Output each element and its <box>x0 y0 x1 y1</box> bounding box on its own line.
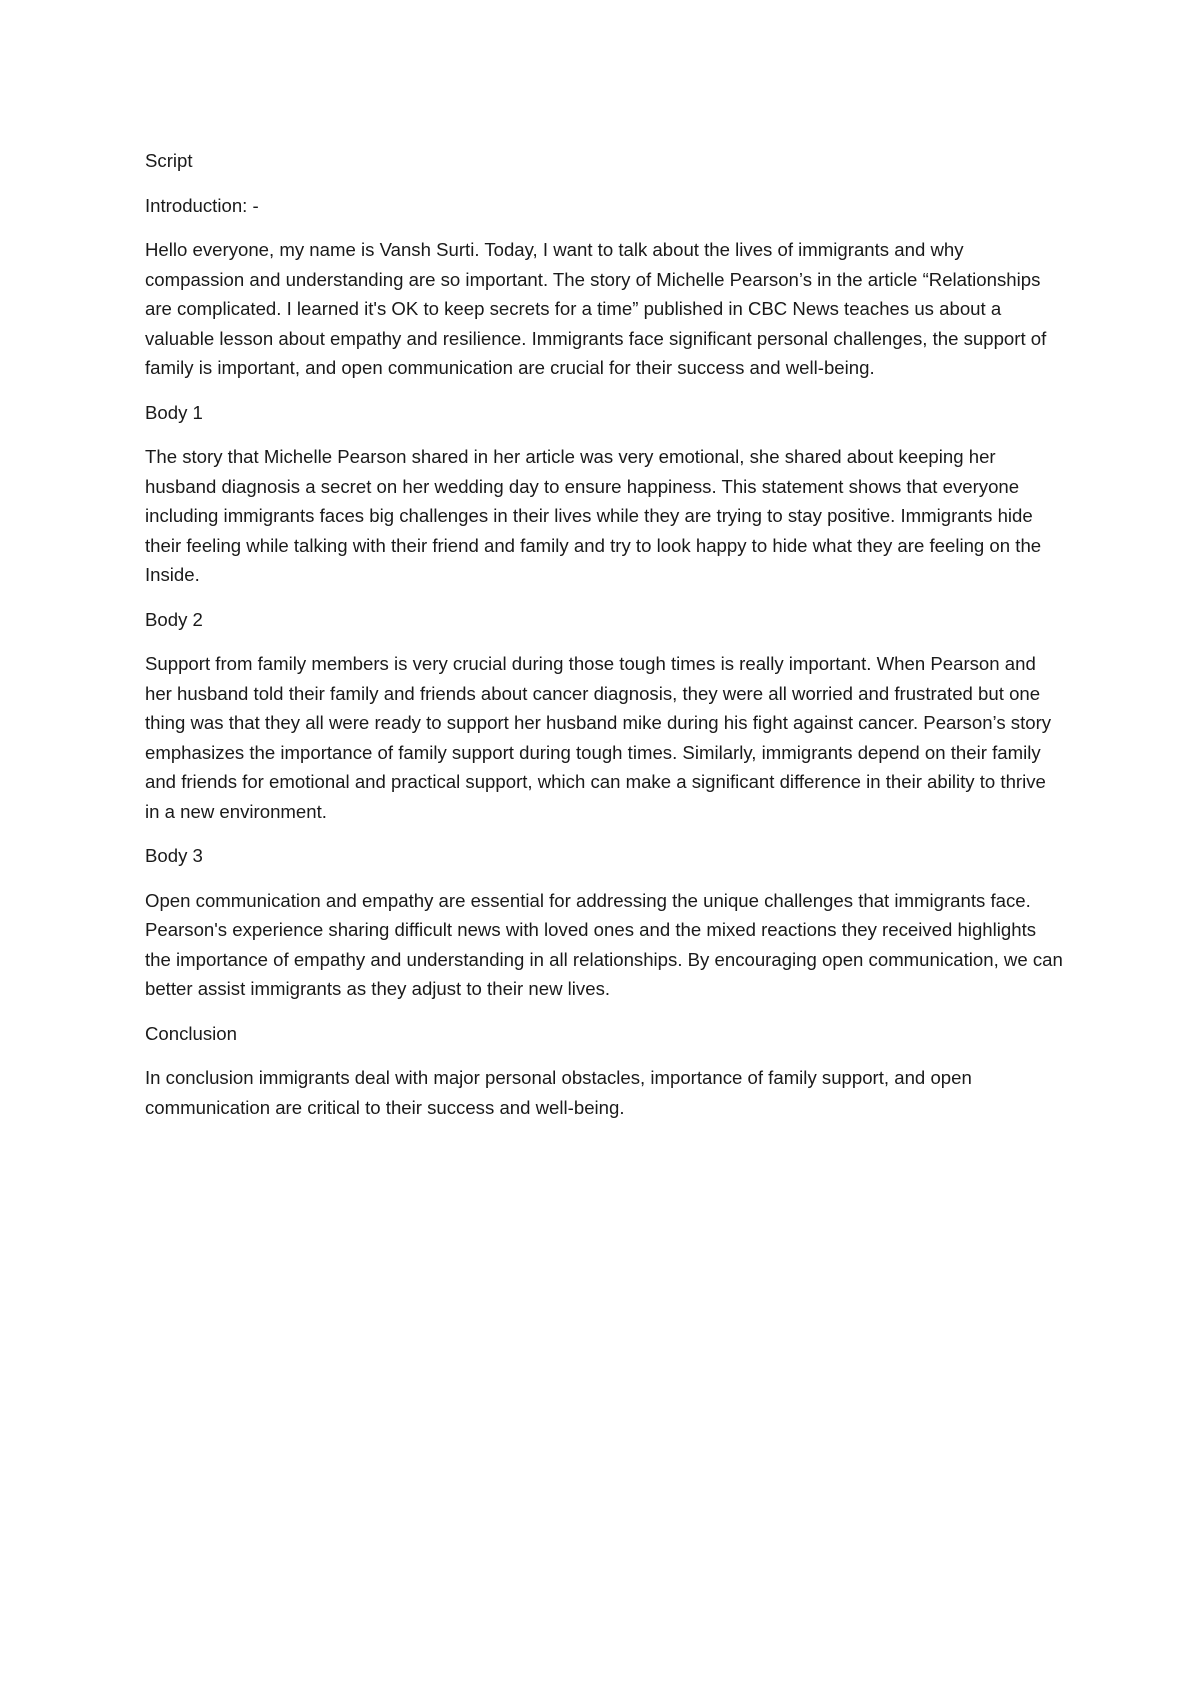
introduction-paragraph: Hello everyone, my name is Vansh Surti. Today, I want to talk about the lives of immigrants and why compassion and understanding are so important. The story of Michelle Pearson’s in the article “Relationships are complicated. I learned it's OK to keep secrets for a time” published in CBC News teaches us about a valuable lesson about empathy and resilience. Immigrants face significant personal challenges, the support of family is important, and open communication are crucial for their success and well-being. <box>145 239 1047 378</box>
body-2-paragraph: Support from family members is very crucial during those tough times is really important. When Pearson and her husband told their family and friends about cancer diagnosis, they were all worried and frustrated but one thing was that they all were ready to support her husband mike during his fight against cancer. Pearson’s story emphasizes the importance of family support during tough times. Similarly, immigrants depend on their family and friends for emotional and practical support, which can make a significant difference in their ability to thrive in a new environment. <box>145 653 1052 822</box>
conclusion-heading: Conclusion <box>145 1022 237 1044</box>
document-title: Script <box>145 150 193 171</box>
body-2-heading: Body 2 <box>145 608 203 630</box>
document-body <box>145 146 1065 1137</box>
body-1-paragraph: The story that Michelle Pearson shared in her article was very emotional, she shared about keeping her husband diagnosis a secret on her wedding day to ensure happiness. This statement shows that everyone including immigrants faces big challenges in their lives while they are trying to stay positive. Immigrants hide their feeling while talking with their friend and family and try to look happy to hide what they are feeling on the Inside. <box>145 446 1042 585</box>
introduction-heading: Introduction: - <box>145 194 259 216</box>
body-3-paragraph: Open communication and empathy are essential for addressing the unique challenges that immigrants face. Pearson's experience sharing difficult news with loved ones and the mixed reactions they received highlights the importance of empathy and understanding in all relationships. By encouraging open communication, we can better assist immigrants as they adjust to their new lives. <box>145 889 1063 999</box>
body-3-heading: Body 3 <box>145 845 203 866</box>
conclusion-paragraph: In conclusion immigrants deal with major personal obstacles, importance of family support, and open communication are critical to their success and well-being. <box>145 1067 972 1118</box>
body-1-heading: Body 1 <box>145 401 203 423</box>
